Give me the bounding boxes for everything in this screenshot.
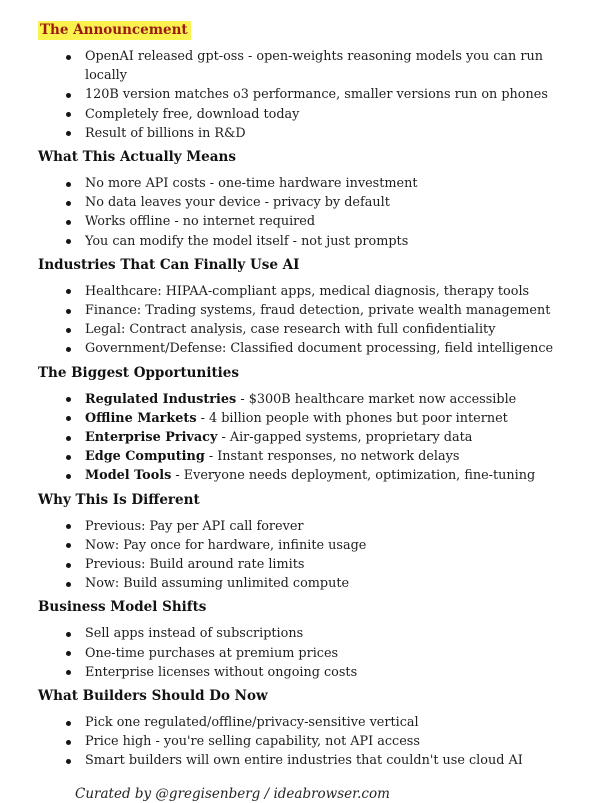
bullet-item: Enterprise Privacy - Air-gapped systems, proprietary data [0,428,607,447]
bullet-item: Government/Defense: Classified document processing, field intelligence [0,339,607,358]
footer-credit: Curated by @gregisenberg / ideabrowser.com [75,785,390,802]
section-heading [38,256,587,274]
section-heading [38,148,587,166]
bullet-item: Sell apps instead of subscriptions [0,624,607,643]
section-heading [38,598,587,616]
section-title: The Biggest Opportunities [38,364,239,381]
document-section [0,148,607,251]
bullet-item: Works offline - no internet required [0,212,607,231]
section-heading [38,491,587,509]
bullet-list [0,47,607,143]
bullet-item: Previous: Build around rate limits [0,555,607,574]
bullet-list [0,713,607,771]
section-title: Business Model Shifts [38,599,207,616]
bullet-item: Now: Pay once for hardware, infinite usage [0,536,607,555]
bullet-list [0,282,607,359]
section-title: The Announcement [38,21,191,40]
bullet-item: Now: Build assuming unlimited compute [0,574,607,593]
bullet-item: Model Tools - Everyone needs deployment, optimization, fine-tuning [0,466,607,485]
bullet-item: Pick one regulated/offline/privacy-sensitive vertical [0,713,607,732]
section-heading [38,687,587,705]
document-section [0,491,607,594]
bullet-bold-term: Enterprise Privacy [85,430,218,446]
bullet-list [0,624,607,682]
document-section [0,687,607,771]
document-sections [0,21,607,771]
bullet-item: Offline Markets - 4 billion people with phones but poor internet [0,409,607,428]
document-section [0,21,607,143]
section-title: Why This Is Different [38,491,200,508]
bullet-item: Enterprise licenses without ongoing costs [0,663,607,682]
bullet-item: 120B version matches o3 performance, smaller versions run on phones [0,85,607,104]
bullet-item: Price high - you're selling capability, not API access [0,732,607,751]
section-title: What This Actually Means [38,149,236,166]
bullet-item: Result of billions in R&D [0,124,607,143]
bullet-item: Completely free, download today [0,105,607,124]
document-section [0,364,607,486]
bullet-item: You can modify the model itself - not just prompts [0,232,607,251]
bullet-item: No data leaves your device - privacy by default [0,193,607,212]
section-heading [38,21,587,39]
bullet-item: Smart builders will own entire industries that couldn't use cloud AI [0,751,607,770]
bullet-item: No more API costs - one-time hardware investment [0,174,607,193]
bullet-item: One-time purchases at premium prices [0,644,607,663]
bullet-bold-term: Edge Computing [85,449,205,465]
bullet-item: Previous: Pay per API call forever [0,517,607,536]
bullet-item: Finance: Trading systems, fraud detection, private wealth management [0,301,607,320]
document-section [0,256,607,359]
section-title: Industries That Can Finally Use AI [38,256,300,273]
bullet-item: Healthcare: HIPAA-compliant apps, medical diagnosis, therapy tools [0,282,607,301]
bullet-bold-term: Offline Markets [85,410,197,426]
bullet-list [0,390,607,486]
document-section [0,598,607,682]
section-title: What Builders Should Do Now [38,688,268,705]
bullet-item: Edge Computing - Instant responses, no network delays [0,447,607,466]
section-heading [38,364,587,382]
bullet-item: Legal: Contract analysis, case research with full confidentiality [0,320,607,339]
bullet-bold-term: Regulated Industries [85,391,237,407]
bullet-list [0,517,607,594]
bullet-bold-term: Model Tools [85,468,172,484]
bullet-item: OpenAI released gpt-oss - open-weights reasoning models you can run locally [0,47,607,85]
bullet-item: Regulated Industries - $300B healthcare market now accessible [0,390,607,409]
bullet-list [0,174,607,251]
